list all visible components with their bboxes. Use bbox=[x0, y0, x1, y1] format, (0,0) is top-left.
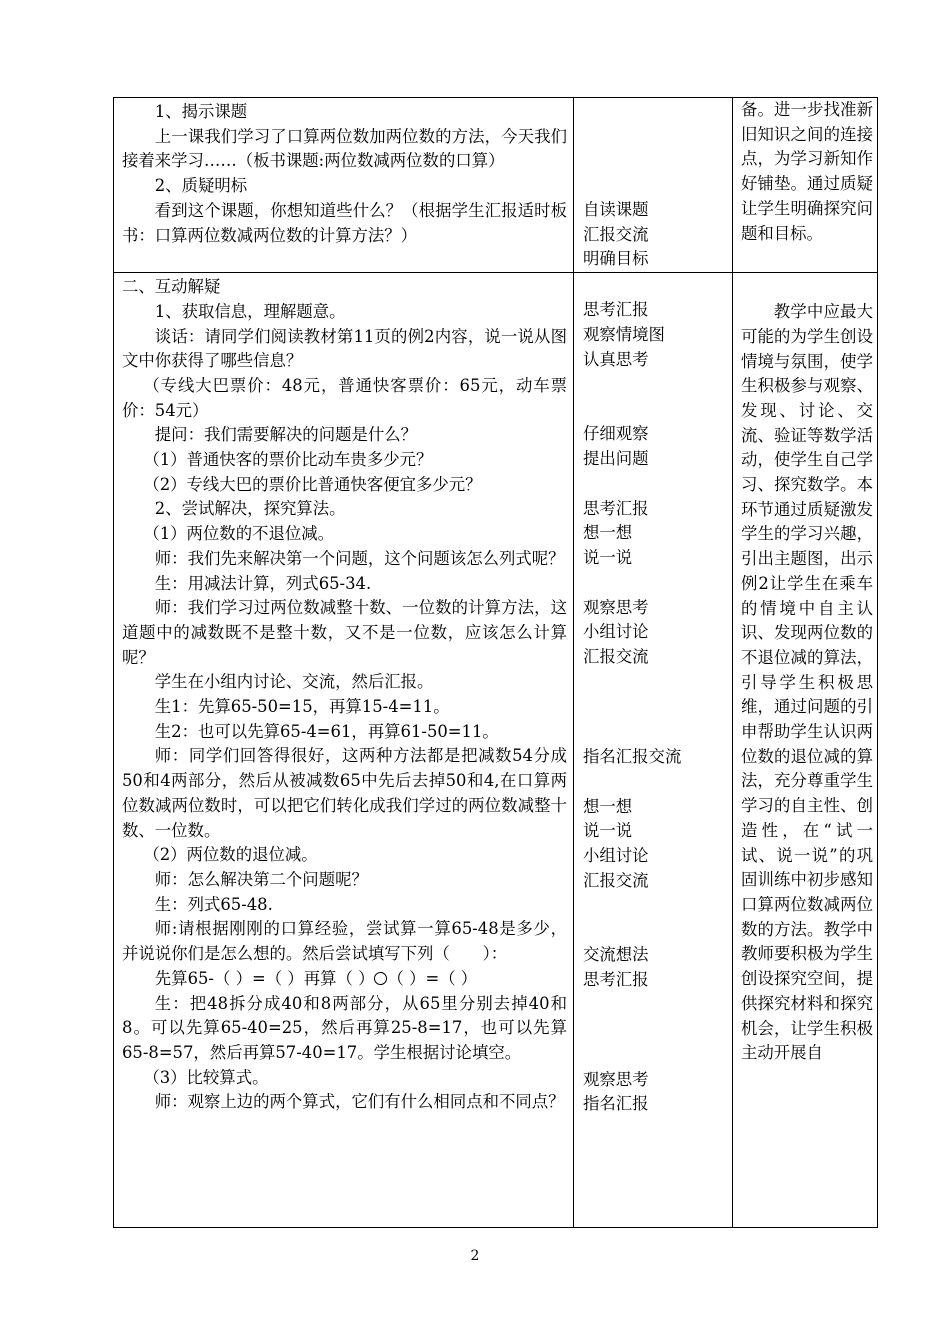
paragraph: 生：把48拆分成40和8两部分，从65里分别去掉40和8。可以先算65-40=25，然后再算25-8=17，也可以先算65-8=57，然后再算57-40=17。学生根据讨论填空。 bbox=[122, 993, 567, 1062]
activity-item: 自读课题 bbox=[583, 200, 649, 219]
activity-item: 汇报交流 bbox=[583, 647, 649, 667]
activity-item: 思考汇报 bbox=[583, 970, 649, 990]
activity-item: 认真思考 bbox=[583, 349, 649, 369]
page-number: 2 bbox=[470, 1248, 480, 1264]
paragraph: 师：观察上边的两个算式，它们有什么相同点和不同点？ bbox=[154, 1092, 565, 1112]
activity-item: 小组讨论 bbox=[583, 622, 649, 642]
paragraph: 提问：我们需要解决的问题是什么？ bbox=[154, 425, 418, 445]
section-heading: 二、互动解疑 bbox=[122, 277, 221, 297]
lesson-plan-table bbox=[113, 97, 878, 1228]
fill-blank-formula bbox=[122, 967, 567, 992]
paragraph: 学生在小组内讨论、交流，然后汇报。 bbox=[154, 672, 434, 692]
paragraph: 生：用减法计算，列式65-34. bbox=[154, 573, 372, 593]
paragraph: 谈话：请同学们阅读教材第11页的例2内容，说一说从图文中你获得了哪些信息？ bbox=[122, 326, 567, 371]
activity-item: 小组讨论 bbox=[583, 845, 649, 865]
paragraph: 生2：也可以先算65-4=61，再算61-50=11。 bbox=[154, 721, 499, 741]
sub-heading: （3）比较算式。 bbox=[143, 1067, 269, 1087]
paragraph: 生：列式65-48. bbox=[154, 894, 273, 914]
sub-heading: （1）两位数的不退位减。 bbox=[143, 524, 335, 544]
sub-heading: （2）两位数的退位减。 bbox=[143, 845, 318, 865]
step-heading: 1、获取信息，理解题意。 bbox=[154, 301, 346, 321]
paragraph: 师：我们先来解决第一个问题，这个问题该怎么列式呢？ bbox=[154, 548, 565, 568]
formula-part: （ ）=（ ） bbox=[387, 968, 478, 988]
paragraph: 看到这个课题，你想知道些什么？（根据学生汇报适时板书：口算两位数减两位数的计算方法？） bbox=[122, 200, 567, 245]
student-activity-cell bbox=[574, 273, 733, 1228]
paragraph: 生1：先算65-50=15，再算15-4=11。 bbox=[154, 697, 450, 717]
activity-item: 说一说 bbox=[583, 821, 633, 841]
question-item: （2）专线大巴的票价比普通快客便宜多少元？ bbox=[143, 474, 482, 494]
design-intent-text: 备。进一步找准新旧知识之间的连接点，为学习新知作好铺垫。通过质疑让学生明确探究问题和目标。 bbox=[741, 100, 873, 243]
paragraph: 师:请根据刚刚的口算经验，尝试算一算65-48是多少，并说说你们是怎么想的。然后尝试填写下列（ ）： bbox=[122, 919, 567, 964]
teaching-process-cell bbox=[114, 273, 574, 1228]
paragraph: 师：怎么解决第二个问题呢？ bbox=[154, 869, 368, 889]
activity-item: 说一说 bbox=[583, 548, 633, 568]
activity-item: 指名汇报 bbox=[583, 1094, 649, 1114]
design-intent-cell bbox=[733, 98, 878, 273]
question-item: （1）普通快客的票价比动车贵多少元？ bbox=[143, 450, 433, 470]
paragraph: 上一课我们学习了口算两位数加两位数的方法，今天我们接着来学习……（板书课题:两位数减两位数的口算） bbox=[122, 126, 567, 171]
activity-item: 思考汇报 bbox=[583, 498, 649, 518]
section-heading: 2、质疑明标 bbox=[154, 176, 248, 196]
activity-item: 想一想 bbox=[583, 796, 633, 816]
table-row bbox=[114, 273, 878, 1228]
activity-item: 指名汇报交流 bbox=[583, 746, 682, 766]
activity-item: 汇报交流 bbox=[583, 224, 649, 244]
activity-item: 汇报交流 bbox=[583, 870, 649, 890]
step-heading: 2、尝试解决，探究算法。 bbox=[154, 499, 346, 519]
paragraph: 师：同学们回答得很好，这两种方法都是把减数54分成50和4两部分，然后从被减数65中先后去掉50和4,在口算两位数减两位数时，可以把它们转化成我们学过的两位数减整十数、一位数。 bbox=[122, 746, 567, 840]
paragraph: （专线大巴票价：48元，普通快客票价：65元，动车票价：54元） bbox=[122, 375, 567, 420]
student-activity-cell bbox=[574, 98, 733, 273]
operator-circle-icon bbox=[374, 972, 387, 985]
activity-item: 观察情境图 bbox=[583, 324, 665, 344]
teaching-process-cell bbox=[114, 98, 574, 273]
activity-item: 观察思考 bbox=[583, 1069, 649, 1089]
activity-item: 思考汇报 bbox=[583, 300, 649, 320]
activity-item: 观察思考 bbox=[583, 597, 649, 617]
design-intent-text: 教学中应最大可能的为学生创设情境与氛围，使学生积极参与观察、发现、讨论、交流、验证等数学活动，使学生自己学习、探究数学。本环节通过质疑激发学生的学习兴趣，引出主题图，出示例2让学生在乘车的情境中自主认识、发现两位数的不退位减的算法，引导学生积极思维，通过问题的引申帮助学生认识两位数的退位减的算法，充分尊重学生学习的自主性、创造性，在“试一试、说一说”的巩固训练中初步感知口算两位数减两位数的方法。教学中教师要积极为学生创设探究空间，提供探究材料和探究机会，让学生积极主动开展自 bbox=[741, 302, 873, 1063]
activity-item: 交流想法 bbox=[583, 945, 649, 965]
table-row bbox=[114, 98, 878, 273]
design-intent-cell bbox=[733, 273, 878, 1228]
section-heading: 1、揭示课题 bbox=[154, 102, 248, 121]
activity-item: 明确目标 bbox=[583, 249, 649, 269]
activity-item: 仔细观察 bbox=[583, 424, 649, 444]
activity-item: 想一想 bbox=[583, 523, 633, 543]
paragraph: 师：我们学习过两位数减整十数、一位数的计算方法，这道题中的减数既不是整十数，又不是一位数，应该怎么计算呢？ bbox=[122, 598, 567, 667]
activity-item: 提出问题 bbox=[583, 448, 649, 468]
formula-part: 先算65-（ ）=（ ）再算（ ） bbox=[154, 968, 375, 988]
